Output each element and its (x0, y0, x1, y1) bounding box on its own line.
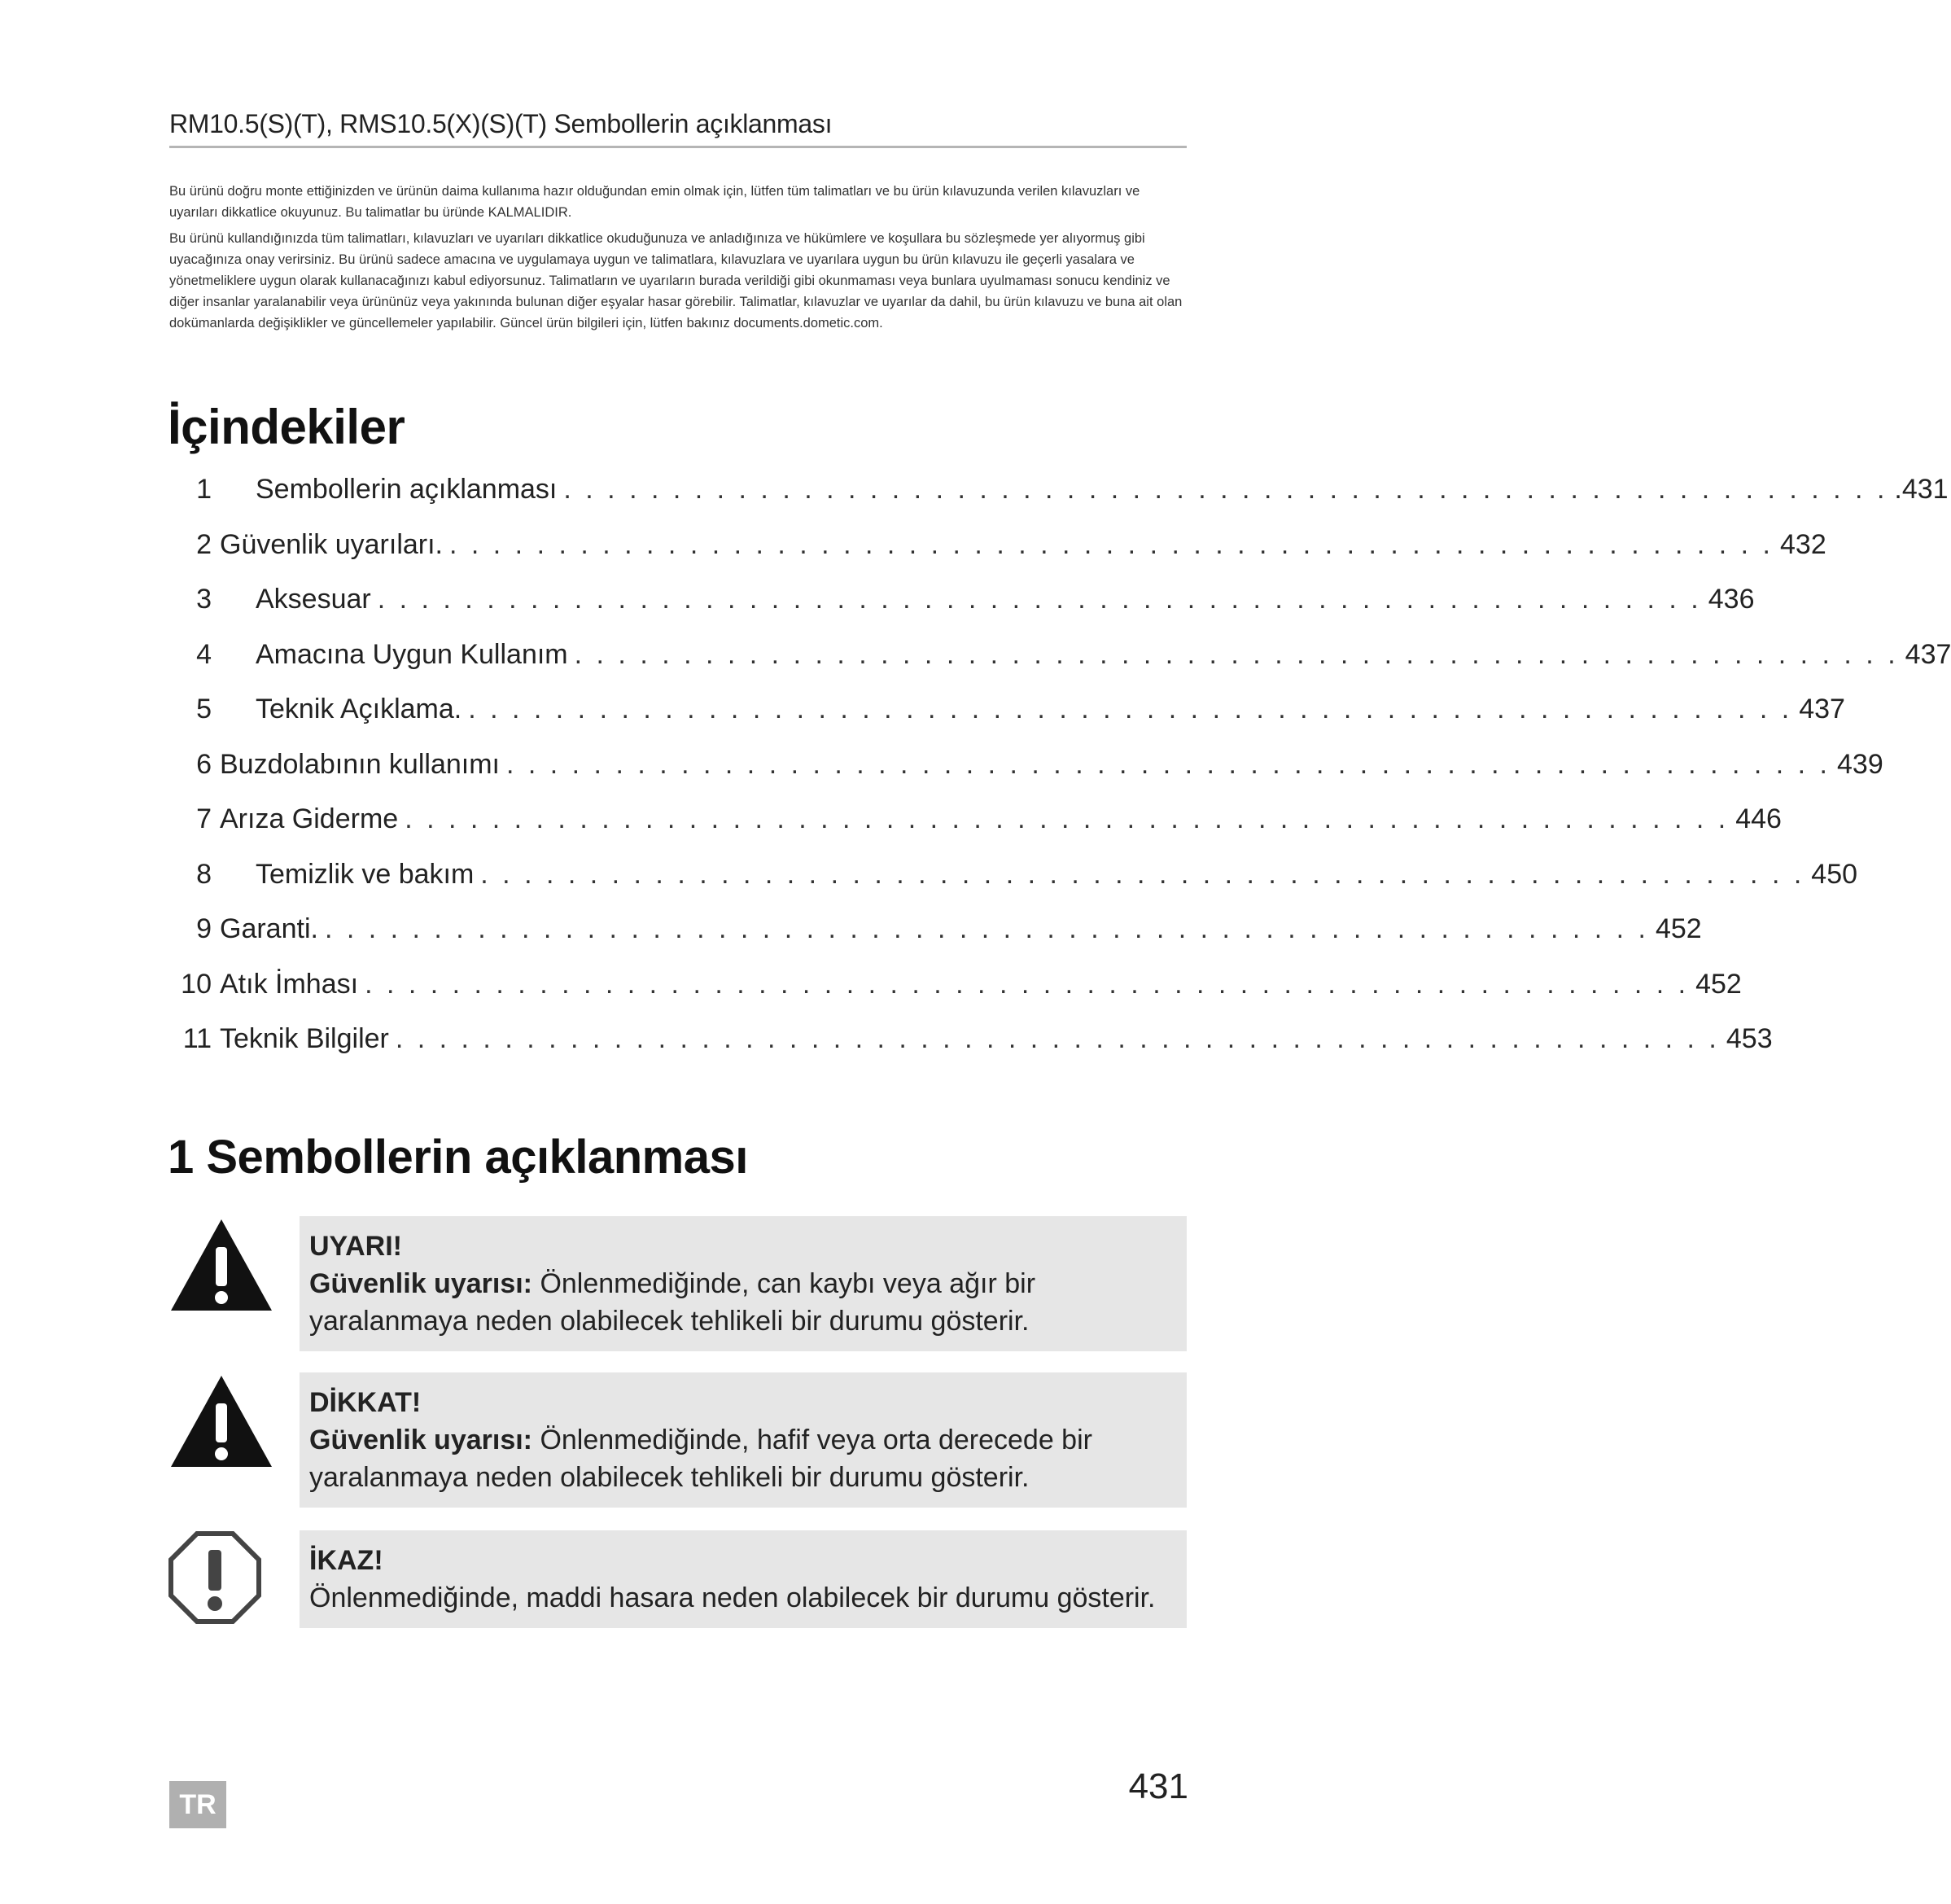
toc-item-8[interactable] (163, 858, 1858, 914)
toc-item-number: 2 (196, 528, 212, 560)
toc-leader-dots: . . . . . . . . . . . . . . . . . . . . . . . . . . . . . . . . . . . . . . . . . . . . . . . . . . . . . . . . . . . . . (395, 1023, 1720, 1054)
notice-label: Güvenlik uyarısı: (309, 1425, 532, 1455)
toc-item-6[interactable] (163, 748, 1883, 804)
toc-item-7[interactable] (163, 803, 1782, 859)
toc-item-number: 6 (196, 748, 212, 780)
toc-item-page: 452 (1695, 968, 1742, 1000)
toc-item-number: 10 (181, 968, 212, 1000)
toc-item-label: Amacına Uygun Kullanım (256, 638, 568, 670)
toc-item-number: 5 (196, 694, 212, 724)
toc-item-page: 450 (1811, 858, 1858, 890)
toc-item-label: Teknik Açıklama. (256, 694, 462, 724)
toc-item-number: 8 (196, 858, 212, 890)
notice-text: Önlenmediğinde, hafif veya orta derecede bir yaralanmaya neden olabilecek tehlikeli bir durumu gösterir. (309, 1425, 1092, 1493)
toc-leader-dots: . . . . . . . . . . . . . . . . . . . . . . . . . . . . . . . . . . . . . . . . . . . . . . . . . . . . . . . . . . . . . (324, 913, 1649, 944)
toc-item-number: 9 (196, 913, 212, 944)
toc-item-11[interactable] (163, 1023, 1773, 1079)
toc-item-page: 453 (1726, 1023, 1773, 1054)
toc-item-number: 1 (196, 474, 212, 505)
toc-item-page: 439 (1837, 748, 1883, 780)
toc-item-label: Atık İmhası (220, 968, 359, 1000)
warning-notice (300, 1216, 1187, 1351)
toc-title: İçindekiler (168, 400, 405, 454)
toc-item-10[interactable] (163, 968, 1742, 1024)
toc-item-page: .431 (1894, 474, 1949, 505)
toc-item-page: 432 (1780, 528, 1826, 560)
toc-leader-dots: . . . . . . . . . . . . . . . . . . . . . . . . . . . . . . . . . . . . . . . . . . . . . . . . . . . . . . . . . . . . . (468, 694, 1793, 724)
toc-leader-dots: . . . . . . . . . . . . . . . . . . . . . . . . . . . . . . . . . . . . . . . . . . . . . . . . . . . . . . . . . . . . . (505, 748, 1831, 780)
page-header: RM10.5(S)(T), RMS10.5(X)(S)(T) Sembollerin açıklanması (169, 109, 1187, 148)
notice-octagon-icon (168, 1530, 262, 1625)
toc-item-9[interactable] (163, 913, 1702, 969)
toc-item-number: 7 (196, 803, 212, 834)
intro-paragraph-1: Bu ürünü doğru monte ettiğinizden ve ürünün daima kullanıma hazır olduğundan emin olmak için, lütfen tüm talimatları ve bu ürün kılavuzunda verilen kılavuzları ve uyarıları dikkatlice okuyunuz. Bu talimatlar bu üründe KALMALIDIR. (169, 184, 1140, 220)
notice-text: Önlenmediğinde, can kaybı veya ağır bir yaralanmaya neden olabilecek tehlikeli bir durumu gösterir. (309, 1268, 1036, 1337)
toc-item-label: Teknik Bilgiler (220, 1023, 389, 1054)
toc-item-3[interactable] (163, 584, 1755, 639)
page-number: 431 (1128, 1766, 1188, 1806)
toc-item-label: Garanti. (220, 913, 318, 944)
caution-triangle-icon (168, 1372, 275, 1470)
notice-title: İKAZ! (309, 1545, 383, 1576)
toc-item-page: 437 (1799, 694, 1845, 724)
toc-leader-dots: . . . . . . . . . . . . . . . . . . . . . . . . . . . . . . . . . . . . . . . . . . . . . . . . . . . . . . . . . . . . . (563, 474, 1888, 505)
toc-item-page: 437 (1905, 638, 1951, 670)
toc-item-page: 452 (1655, 913, 1702, 944)
toc-leader-dots: . . . . . . . . . . . . . . . . . . . . . . . . . . . . . . . . . . . . . . . . . . . . . . . . . . . . . . . . . . . . . (449, 528, 1774, 560)
toc-item-1[interactable] (163, 474, 1949, 529)
toc-item-label: Arıza Giderme (220, 803, 399, 834)
toc-item-page: 446 (1735, 803, 1782, 834)
toc-leader-dots: . . . . . . . . . . . . . . . . . . . . . . . . . . . . . . . . . . . . . . . . . . . . . . . . . . . . . . . . . . . . . (480, 858, 1805, 890)
section-title: 1 Sembollerin açıklanması (168, 1131, 748, 1184)
notice-text: Önlenmediğinde, maddi hasara neden olabilecek bir durumu gösterir. (309, 1582, 1156, 1613)
toc-leader-dots: . . . . . . . . . . . . . . . . . . . . . . . . . . . . . . . . . . . . . . . . . . . . . . . . . . . . . . . . . . . . . (365, 968, 1690, 1000)
notice-box (300, 1530, 1187, 1628)
notice-label: Güvenlik uyarısı: (309, 1268, 532, 1299)
caution-notice (300, 1372, 1187, 1508)
toc-leader-dots: . . . . . . . . . . . . . . . . . . . . . . . . . . . . . . . . . . . . . . . . . . . . . . . . . . . . . . . . . . . . . (574, 638, 1899, 670)
toc-item-label: Sembollerin açıklanması (256, 474, 558, 505)
toc-item-2[interactable] (163, 528, 1826, 584)
toc-item-4[interactable] (163, 638, 1951, 694)
toc-item-number: 4 (196, 638, 212, 670)
toc-item-number: 11 (182, 1023, 212, 1054)
toc-leader-dots: . . . . . . . . . . . . . . . . . . . . . . . . . . . . . . . . . . . . . . . . . . . . . . . . . . . . . . . . . . . . . (377, 584, 1702, 615)
intro-paragraph-2: Bu ürünü kullandığınızda tüm talimatları, kılavuzları ve uyarıları dikkatlice okuduğunuza ve anladığınıza ve hükümlere ve koşullara bu sözleşmede yer alıyormuş gibi uyacağınıza onay verirsiniz. Bu ürünü sadece amacına ve uygulamaya uygun ve talimatlara, kılavuzlara ve uyarılara uygun bu ürün kılavuzu ile geçerli yasalara ve yönetmeliklere uygun olarak kullanacağınızı kabul ediyorsunuz. Talimatların ve uyarıların burada verildiği gibi okunmaması veya bunlara uyulmaması sonucu kendiniz ve diğer insanlar yaralanabilir veya ürününüz veya yakınında bulunan diğer eşyalar hasar görebilir. Talimatlar, kılavuzlar ve uyarılar da dahil, bu ürün kılavuzu ve buna ait olan dokümanlarda değişiklikler ve güncellemeler yapılabilir. Güncel ürün bilgileri için, lütfen bakınız documents.dometic.com. (169, 231, 1183, 330)
notice-title: DİKKAT! (309, 1387, 422, 1418)
notice-title: UYARI! (309, 1231, 402, 1262)
toc-leader-dots: . . . . . . . . . . . . . . . . . . . . . . . . . . . . . . . . . . . . . . . . . . . . . . . . . . . . . . . . . . . . . (405, 803, 1730, 834)
toc-item-label: Aksesuar (256, 584, 371, 615)
toc-item-label: Temizlik ve bakım (256, 858, 475, 890)
toc-item-label: Buzdolabının kullanımı (220, 748, 500, 780)
warning-triangle-icon (168, 1216, 275, 1314)
toc-item-5[interactable] (163, 694, 1845, 749)
intro-text (169, 181, 1187, 339)
toc-item-label: Güvenlik uyarıları. (220, 528, 443, 560)
table-of-contents (163, 474, 1951, 1079)
language-tag: TR (169, 1781, 226, 1828)
toc-item-page: 436 (1708, 584, 1755, 615)
toc-item-number: 3 (196, 584, 212, 615)
